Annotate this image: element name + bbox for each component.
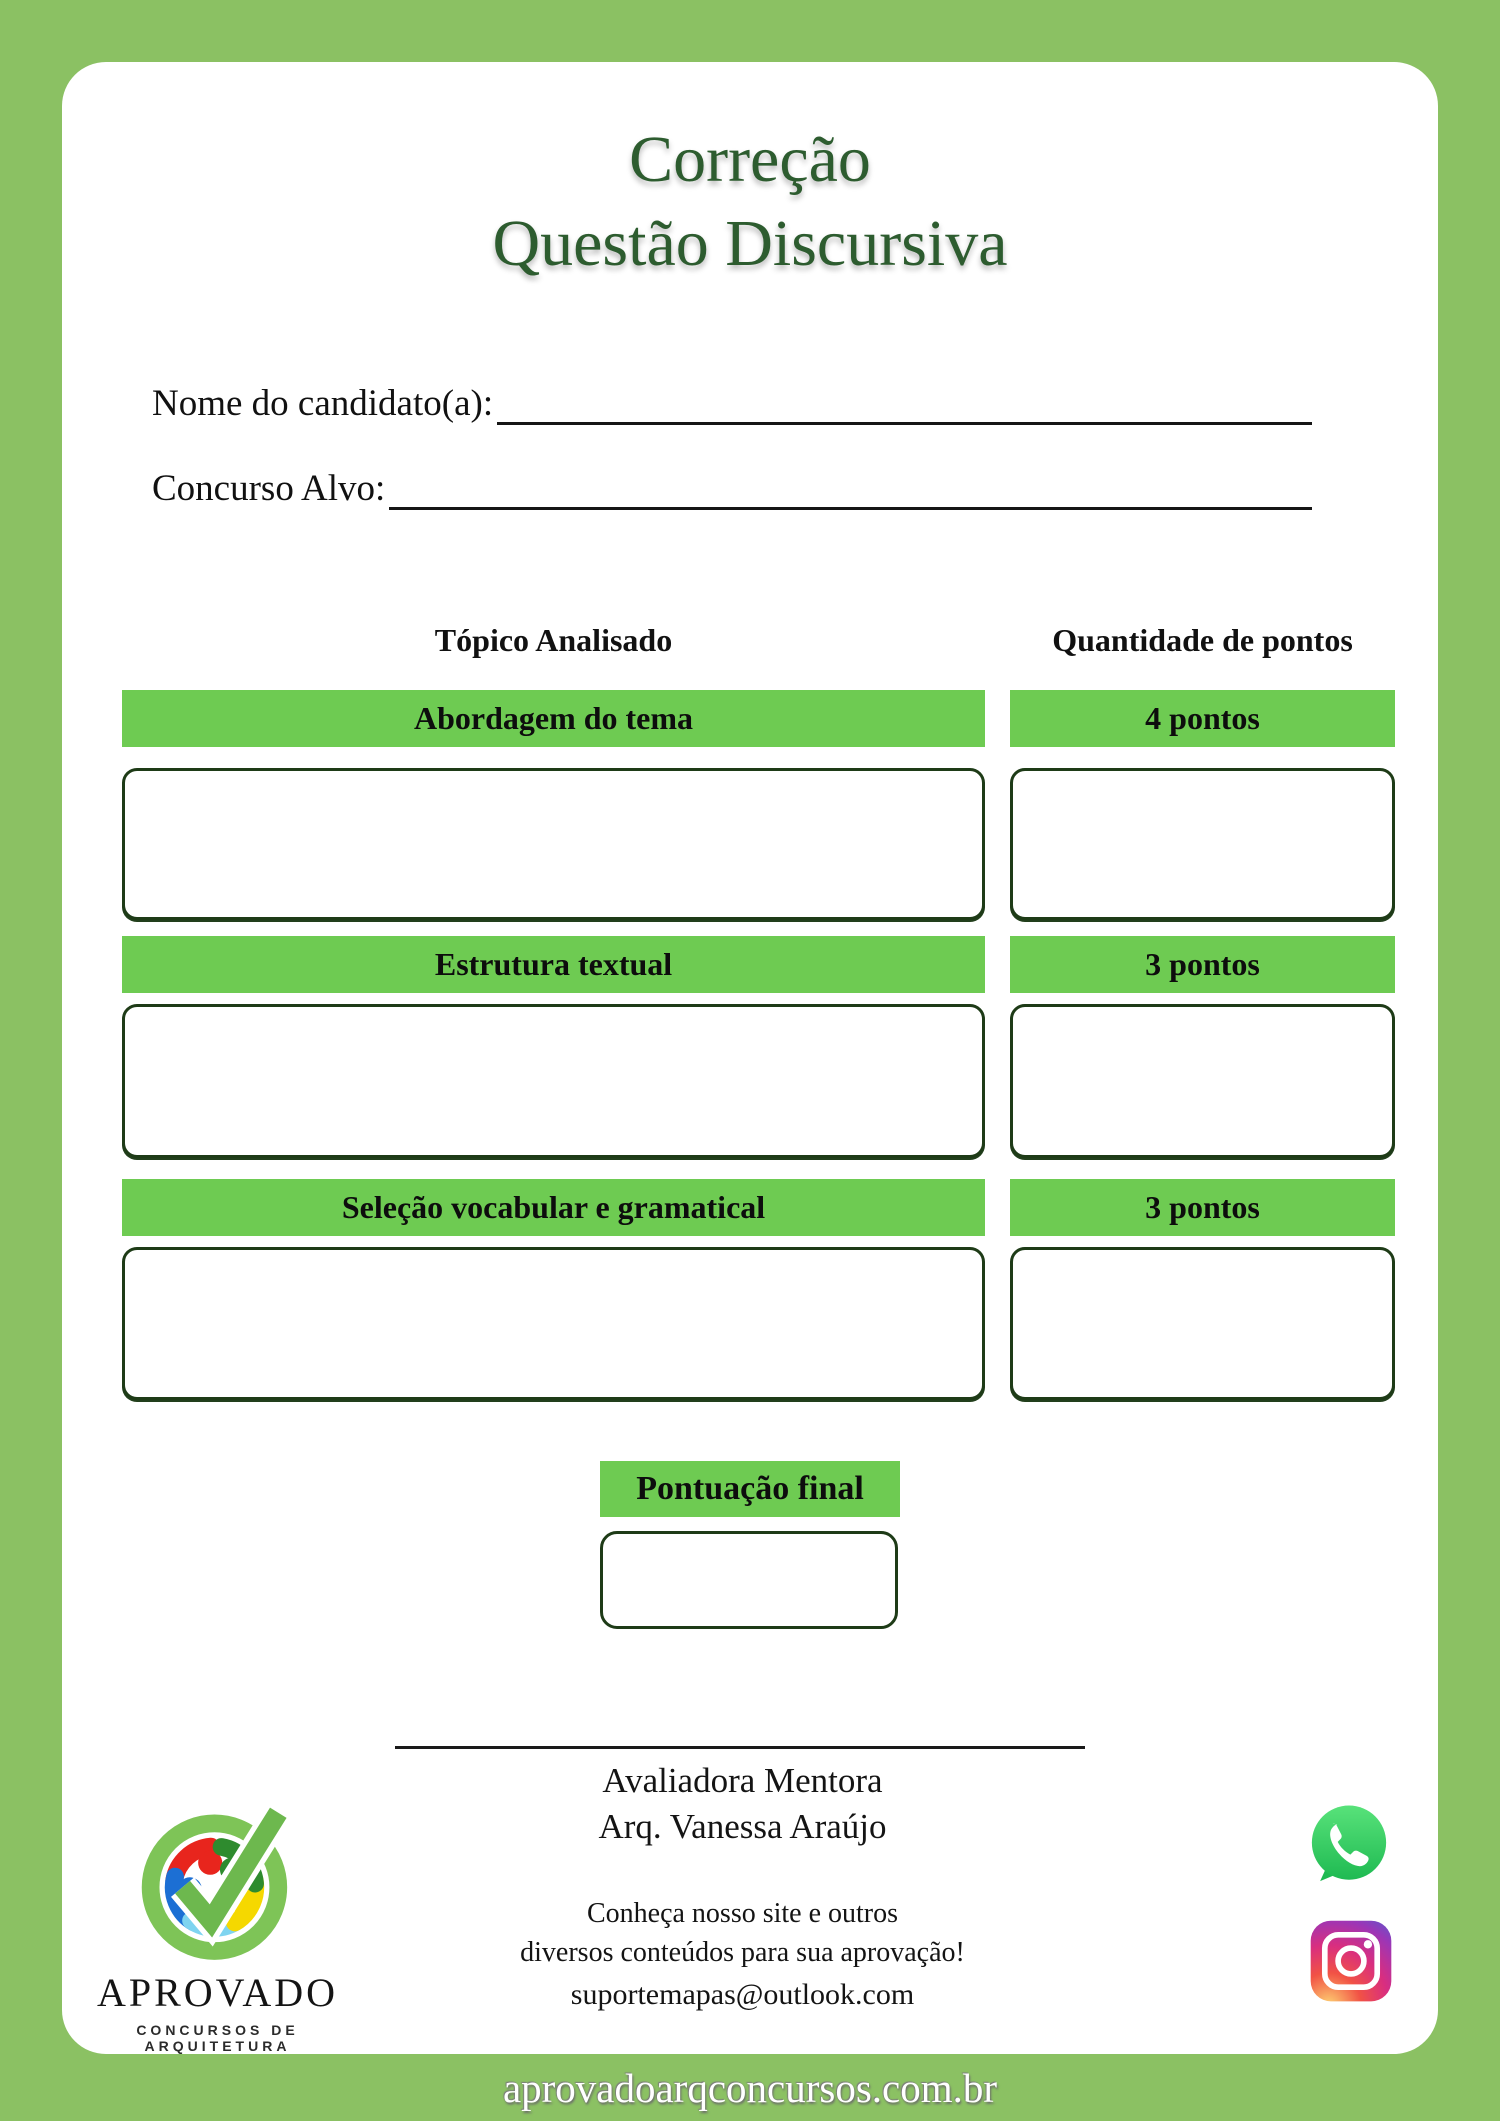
- topic-bar-row3: [122, 1179, 985, 1236]
- aprovado-logo-icon: [129, 1795, 307, 1967]
- points-bar-row1: [1010, 690, 1395, 747]
- candidate-name-field[interactable]: [497, 382, 1312, 425]
- promo-line2: diversos conteúdos para sua aprovação!: [520, 1936, 965, 1968]
- logo-subtitle: CONCURSOS DE ARQUITETURA: [136, 2022, 299, 2054]
- whatsapp-icon[interactable]: [1305, 1800, 1393, 1893]
- candidate-name-row: [152, 382, 1312, 425]
- points-bar-row2: [1010, 936, 1395, 993]
- evaluator-block: [440, 1758, 1045, 1850]
- target-contest-row: [152, 467, 1312, 510]
- final-score-bar: [600, 1461, 900, 1517]
- support-email: suportemapas@outlook.com: [570, 1978, 915, 2011]
- points-score-box-row2[interactable]: [1010, 1004, 1395, 1158]
- page-title-line1: Correção: [629, 123, 871, 196]
- target-contest-label: Concurso Alvo:: [152, 468, 386, 509]
- points-score-box-row1[interactable]: [1010, 768, 1395, 920]
- evaluator-role: Avaliadora Mentora: [602, 1761, 883, 1800]
- topic-bar-row2: [122, 936, 985, 993]
- target-contest-field[interactable]: [389, 467, 1312, 510]
- topic-label-row3: Seleção vocabular e gramatical: [341, 1189, 766, 1225]
- signature-field[interactable]: [395, 1746, 1085, 1749]
- topic-bar-row1: [122, 690, 985, 747]
- topic-notes-box-row3[interactable]: [122, 1247, 985, 1400]
- topic-label-row1: Abordagem do tema: [413, 700, 694, 736]
- instagram-icon[interactable]: [1308, 1918, 1394, 2009]
- points-label-row3: 3 pontos: [1145, 1189, 1260, 1225]
- logo-title: APROVADO: [96, 1970, 339, 2015]
- topic-notes-box-row2[interactable]: [122, 1004, 985, 1158]
- aprovado-logo: [85, 1795, 350, 2054]
- promo-text: [430, 1895, 1055, 1972]
- points-score-box-row3[interactable]: [1010, 1247, 1395, 1400]
- final-score-box[interactable]: [600, 1531, 898, 1629]
- points-label-row2: 3 pontos: [1145, 946, 1260, 982]
- topic-column-header: Tópico Analisado: [434, 622, 673, 658]
- bottom-band: [0, 2054, 1500, 2121]
- website-url: aprovadoarqconcursos.com.br: [502, 2064, 998, 2111]
- topic-notes-box-row1[interactable]: [122, 768, 985, 920]
- final-score-label: Pontuação final: [636, 1470, 864, 1507]
- evaluator-name: Arq. Vanessa Araújo: [598, 1807, 887, 1847]
- points-label-row1: 4 pontos: [1145, 700, 1260, 736]
- page-title: [0, 118, 1500, 287]
- points-bar-row3: [1010, 1179, 1395, 1236]
- promo-line1: Conheça nosso site e outros: [586, 1898, 899, 1929]
- page-title-line2: Questão Discursiva: [492, 207, 1008, 281]
- candidate-name-label: Nome do candidato(a):: [152, 383, 494, 424]
- points-column-header: Quantidade de pontos: [1052, 622, 1353, 658]
- topic-label-row2: Estrutura textual: [434, 946, 673, 982]
